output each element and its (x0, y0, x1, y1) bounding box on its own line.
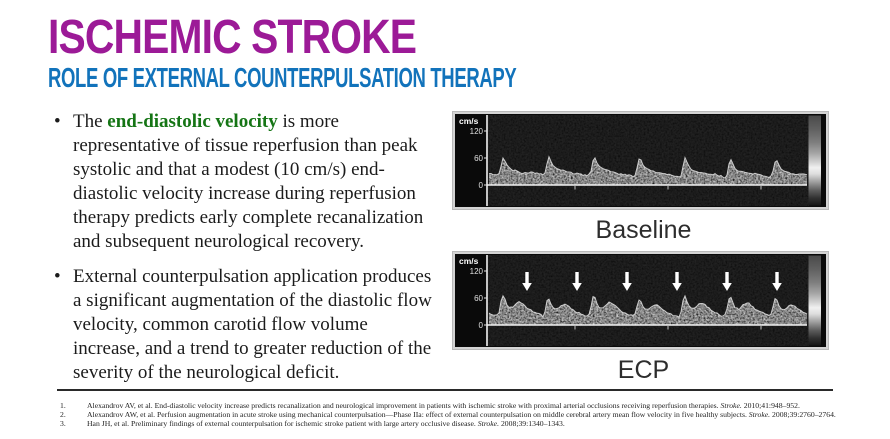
reference-number: 3. (60, 419, 66, 429)
baseline-caption: Baseline (595, 216, 692, 244)
reference-number: 1. (60, 401, 66, 410)
bullet-item-1 (52, 110, 438, 254)
augmentation-arrow-stem (775, 272, 778, 284)
axis-unit-label: cm/s (459, 256, 479, 266)
doppler-ecp-spectrogram (455, 254, 826, 347)
doppler-spectrogram-svg (455, 114, 826, 207)
background-noise (488, 115, 809, 206)
axis-tick-label: 60 (474, 294, 483, 303)
ecp-caption: ECP (617, 356, 670, 384)
slide-title: ISCHEMIC STROKE (48, 11, 417, 64)
reference-list (60, 401, 880, 429)
augmentation-arrow-stem (525, 272, 528, 284)
bullet-text: The (73, 111, 108, 132)
reference-separator-line (57, 389, 833, 391)
journal-name: Stroke. (477, 419, 500, 429)
reference-text: Alexandrov AV, et al. End-diastolic velocity increase predicts recanalization and neurological improvement in patients with ischemic stroke with proximal arterial occlusions receiving reperfusion therapies. Stroke. 2010;41:948–952. (87, 401, 800, 410)
bullet-marker: • (54, 111, 61, 132)
background-noise (488, 255, 809, 346)
bullet-text: is more representative of tissue reperfusion than peak systolic and that a modest (10 cm/s) end-diastolic velocity increase during reperfusion therapy predicts early complete recanalization and subsequent neurological recovery. (73, 111, 424, 252)
bullet-marker: • (54, 266, 61, 287)
doppler-baseline-spectrogram (455, 114, 826, 207)
doppler-spectrogram-svg (455, 254, 826, 347)
grayscale-colorbar (809, 116, 822, 206)
axis-unit-label: cm/s (459, 116, 479, 126)
doppler-baseline-panel (452, 111, 829, 210)
bullet-item-2 (52, 265, 438, 385)
bullet-text: External counterpulsation application produces a significant augmentation of the diastolic flow velocity, common carotid flow volume increase, and a trend to greater reduction of the severity of the neurological deficit. (73, 266, 432, 383)
axis-tick-label: 120 (469, 127, 483, 136)
augmentation-arrow-stem (725, 272, 728, 284)
reference-text: Alexandrov AW, et al. Perfusion augmentation in acute stroke using mechanical counterpulsation—Phase IIa: effect of external counterpulsation on middle cerebral artery mean flow velocity in five healthy subjects. Stroke. 2008;39:2760–2764. (87, 410, 836, 420)
grayscale-colorbar (809, 256, 822, 346)
augmentation-arrow-stem (575, 272, 578, 284)
reference-item-1 (60, 401, 880, 410)
figure-column (452, 111, 835, 391)
axis-tick-label: 0 (478, 321, 483, 330)
journal-name: Stroke. (748, 410, 771, 420)
reference-number: 2. (60, 410, 66, 420)
axis-tick-label: 120 (469, 267, 483, 276)
highlight-text: end-diastolic velocity (107, 111, 278, 132)
reference-text: Han JH, et al. Preliminary findings of external counterpulsation for ischemic stroke patient with large artery occlusive disease. Stroke. 2008;39:1340–1343. (87, 419, 565, 429)
doppler-ecp-panel (452, 251, 829, 350)
slide-subtitle: ROLE OF EXTERNAL COUNTERPULSATION THERAPY (48, 62, 517, 93)
augmentation-arrow-stem (625, 272, 628, 284)
journal-name: Stroke. (720, 401, 742, 410)
bullet-list (52, 110, 438, 396)
reference-item-3 (60, 419, 880, 428)
augmentation-arrow-stem (675, 272, 678, 284)
axis-tick-label: 60 (474, 154, 483, 163)
reference-item-2 (60, 410, 880, 419)
axis-tick-label: 0 (478, 181, 483, 190)
